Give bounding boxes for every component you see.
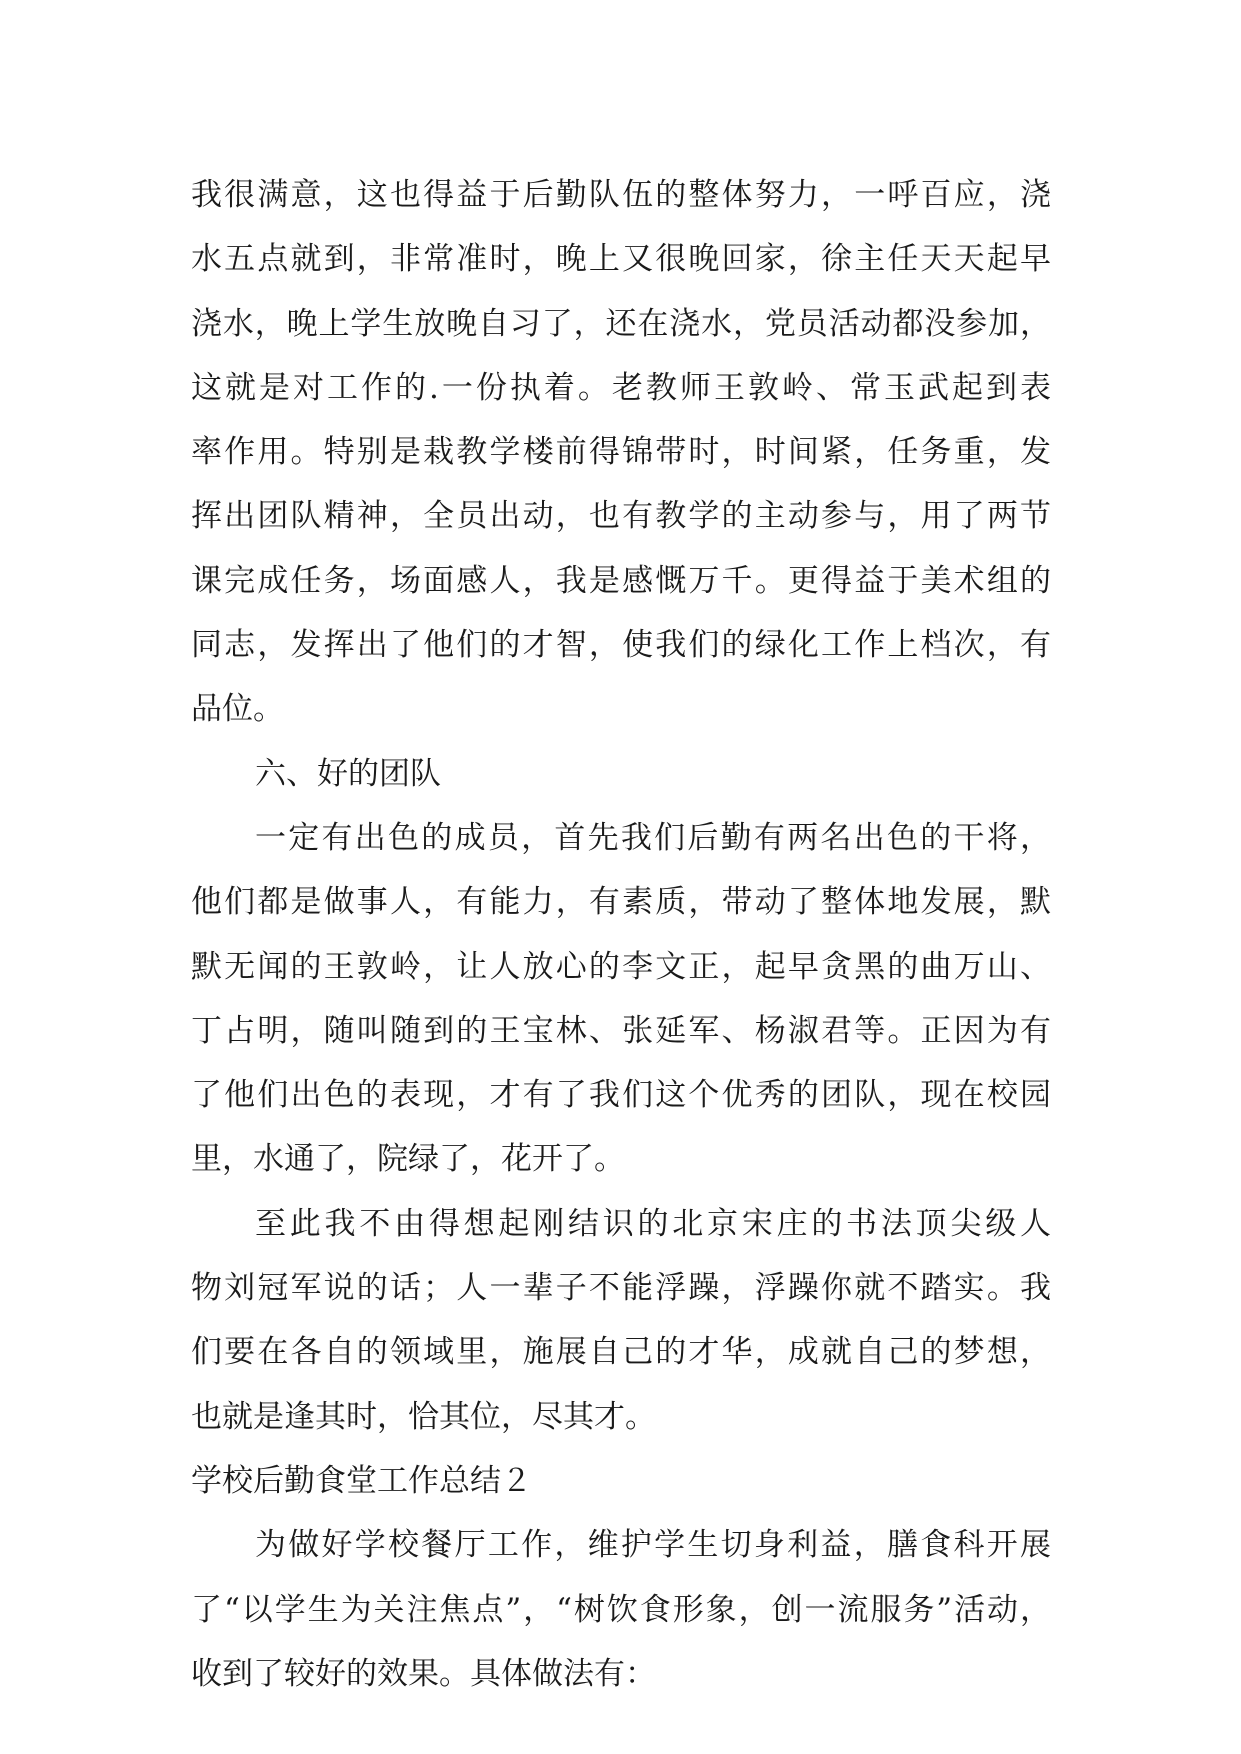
text-line: 挥出团队精神，全员出动，也有教学的主动参与，用了两节 [191,498,1051,535]
text-line: 我很满意，这也得益于后勤队伍的整体努力，一呼百应，浇 [191,177,1051,213]
text-line: 他们都是做事人，有能力，有素质，带动了整体地发展，默 [191,884,1051,921]
text-line: 里，水通了，院绿了，花开了。 [191,1141,625,1178]
paragraph-first-line: 至此我不由得想起刚结识的北京宋庄的书法顶尖级人 [255,1205,1051,1242]
text-line: 水五点就到，非常准时，晚上又很晚回家，徐主任天天起早 [191,241,1051,278]
text-line: 这就是对工作的.一份执着。老教师王敦岭、常玉武起到表 [191,369,1051,406]
paragraph-first-line: 六、好的团队 [255,755,441,792]
text-line: 率作用。特别是栽教学楼前得锦带时，时间紧，任务重，发 [191,434,1051,471]
text-line: 们要在各自的领域里，施展自己的才华，成就自己的梦想， [191,1334,1051,1371]
text-line: 品位。 [191,691,284,728]
paragraph-first-line: 为做好学校餐厅工作，维护学生切身利益，膳食科开展 [255,1527,1051,1564]
text-line: 丁占明，随叫随到的王宝林、张延军、杨淑君等。正因为有 [191,1012,1051,1049]
text-line: 学校后勤食堂工作总结２ [191,1462,532,1499]
text-line: 默无闻的王敦岭，让人放心的李文正，起早贪黑的曲万山、 [191,948,1051,985]
text-line: 同志，发挥出了他们的才智，使我们的绿化工作上档次，有 [191,627,1051,664]
text-line: 物刘冠军说的话；人一辈子不能浮躁，浮躁你就不踏实。我 [191,1270,1051,1307]
text-line: 收到了较好的效果。具体做法有： [191,1655,656,1692]
text-line: 了他们出色的表现，才有了我们这个优秀的团队，现在校园 [191,1077,1051,1114]
document-page [191,163,1051,1706]
paragraph-first-line: 一定有出色的成员，首先我们后勤有两名出色的干将， [255,819,1051,856]
text-line: 课完成任务，场面感人，我是感慨万千。更得益于美术组的 [191,562,1051,599]
text-line: 也就是逢其时，恰其位，尽其才。 [191,1398,656,1435]
text-line: 浇水，晚上学生放晚自习了，还在浇水，党员活动都没参加， [191,305,1051,342]
text-line: 了“以学生为关注焦点”，“树饮食形象，创一流服务”活动， [191,1591,1051,1628]
